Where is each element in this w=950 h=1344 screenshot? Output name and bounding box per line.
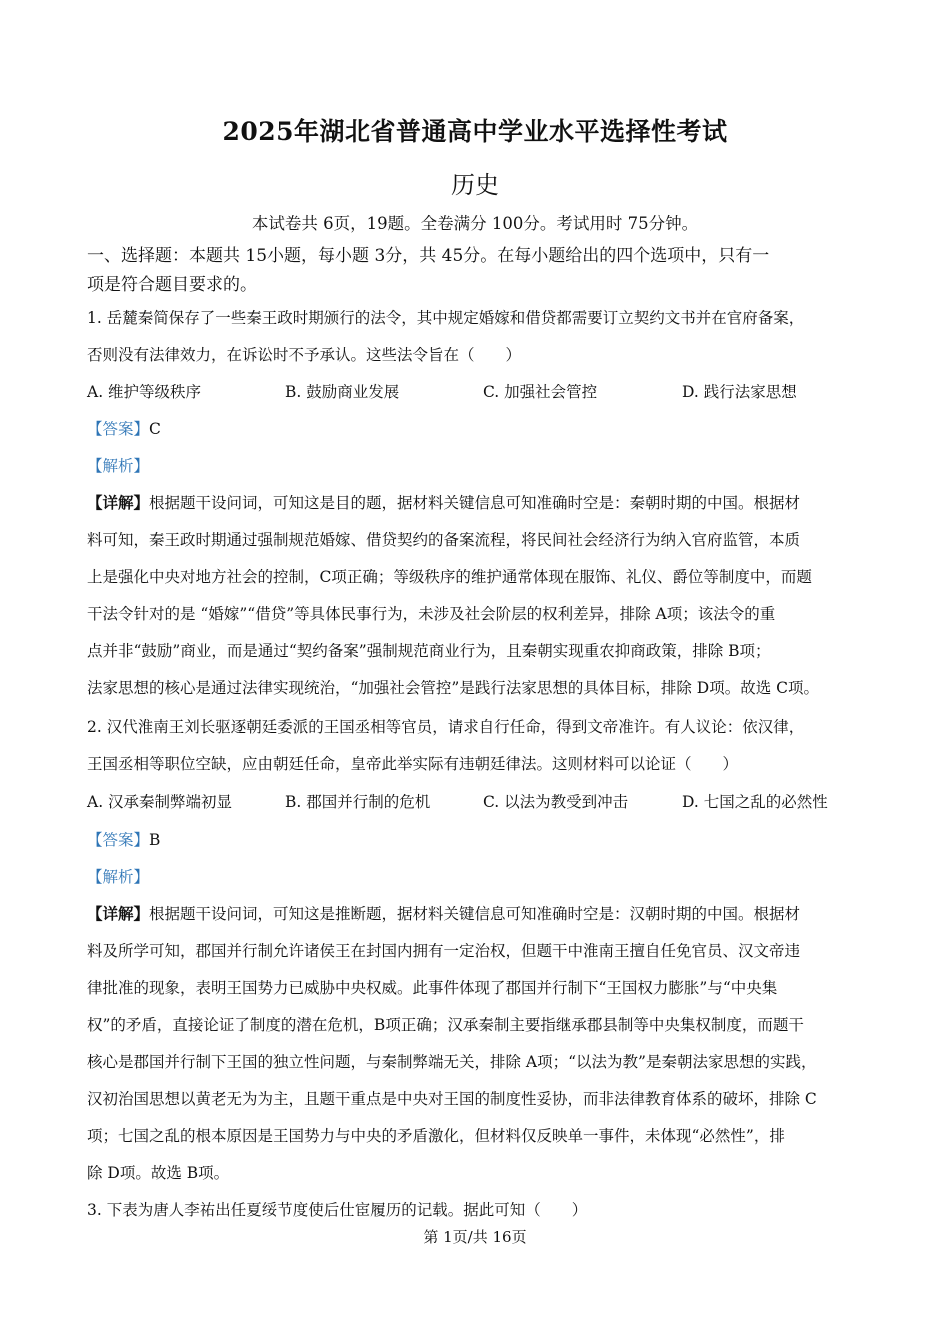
q2-detail-line-1: 【详解】根据题干设问词，可知这是推断题，据材料关键信息可知准确时空是：汉朝时期的中国。根据材 [87, 904, 801, 923]
detail-label: 【详解】 [87, 904, 150, 923]
exam-title: 2025年湖北省普通高中学业水平选择性考试 [222, 117, 728, 146]
q1-stem-line-2: 否则没有法律效力，在诉讼时不予承认。这些法令旨在（ ） [87, 346, 522, 364]
q3-stem-line-1: 3. 下表为唐人李祐出任夏绥节度使后仕宦履历的记载。据此可知（ ） [87, 1201, 588, 1219]
q1-analysis-label: 【解析】 [87, 457, 150, 475]
q2-stem-line-2: 王国丞相等职位空缺，应由朝廷任命，皇帝此举实际有违朝廷律法。这则材料可以论证（ ） [87, 755, 739, 773]
q2-option-b: B. 郡国并行制的危机 [285, 793, 431, 811]
q2-analysis-label: 【解析】 [87, 868, 150, 886]
q2-detail-line-4: 权”的矛盾，直接论证了制度的潜在危机，B项正确；汉承秦制主要指继承郡县制等中央集权制度，而题干 [87, 1016, 804, 1034]
section-instructions-line-2: 项是符合题目要求的。 [87, 275, 257, 295]
exam-info: 本试卷共 6页，19题。全卷满分 100分。考试用时 75分钟。 [251, 214, 699, 233]
q2-option-c: C. 以法为教受到冲击 [483, 793, 629, 811]
q1-stem-line-1: 1. 岳麓秦简保存了一些秦王政时期颁行的法令，其中规定婚嫁和借贷都需要订立契约文书并在官府备案， [87, 309, 805, 327]
q2-detail-line-5: 核心是郡国并行制下王国的独立性问题，与秦制弊端无关，排除 A项；“以法为教”是秦朝法家思想的实践， [87, 1053, 817, 1071]
q1-detail-line-4: 干法令针对的是 “婚嫁”“借贷”等具体民事行为，未涉及社会阶层的权利差异，排除 A项；该法令的重 [87, 605, 776, 623]
q2-option-d: D. 七国之乱的必然性 [682, 793, 828, 811]
answer-value: B [149, 831, 161, 849]
q1-detail-line-1: 【详解】根据题干设问词，可知这是目的题，据材料关键信息可知准确时空是：秦朝时期的中国。根据材 [87, 493, 801, 512]
q1-option-c: C. 加强社会管控 [483, 383, 598, 401]
q1-answer [87, 417, 161, 439]
q1-detail-line-5: 点并非“鼓励”商业，而是通过“契约备案”强制规范商业行为，且秦朝实现重农抑商政策，排除 B项； [87, 642, 771, 660]
section-instructions-line-1: 一、选择题：本题共 15小题，每小题 3分，共 45分。在每小题给出的四个选项中，只有一 [87, 246, 770, 266]
q1-detail-line-2: 料可知，秦王政时期通过强制规范婚嫁、借贷契约的备案流程，将民间社会经济行为纳入官府监管，本质 [87, 531, 801, 549]
page-number: 第 1页/共 16页 [423, 1228, 527, 1246]
q1-option-b: B. 鼓励商业发展 [285, 383, 400, 401]
q2-answer [87, 828, 160, 850]
subject-title: 历史 [451, 171, 499, 199]
q2-detail-line-2: 料及所学可知，郡国并行制允许诸侯王在封国内拥有一定治权，但题干中淮南王擅自任免官员、汉文帝违 [87, 942, 801, 960]
q2-stem-line-1: 2. 汉代淮南王刘长驱逐朝廷委派的王国丞相等官员，请求自行任命，得到文帝准许。有人议论：依汉律， [87, 718, 805, 736]
q2-detail-line-6: 汉初治国思想以黄老无为为主，且题干重点是中央对王国的制度性妥协，而非法律教育体系的破坏，排除 C [87, 1090, 817, 1108]
q2-detail-line-8: 除 D项。故选 B项。 [87, 1164, 230, 1182]
q1-detail-line-6: 法家思想的核心是通过法律实现统治，“加强社会管控”是践行法家思想的具体目标，排除 D项。故选 C项。 [87, 679, 819, 697]
detail-label: 【详解】 [87, 493, 150, 512]
q2-detail-line-3: 律批准的现象，表明王国势力已威胁中央权威。此事件体现了郡国并行制下“王国权力膨胀”与“中央集 [87, 979, 778, 997]
q2-detail-line-7: 项；七国之乱的根本原因是王国势力与中央的矛盾激化，但材料仅反映单一事件，未体现“必然性”，排 [87, 1127, 785, 1145]
answer-label: 【答案】 [87, 420, 150, 438]
q1-option-a: A. 维护等级秩序 [87, 383, 202, 401]
q2-option-a: A. 汉承秦制弊端初显 [87, 793, 233, 811]
answer-value: C [149, 420, 161, 438]
q1-detail-line-3: 上是强化中央对地方社会的控制，C项正确；等级秩序的维护通常体现在服饰、礼仪、爵位等制度中，而题 [87, 568, 812, 586]
q1-option-d: D. 践行法家思想 [682, 383, 797, 401]
answer-label: 【答案】 [87, 831, 150, 849]
